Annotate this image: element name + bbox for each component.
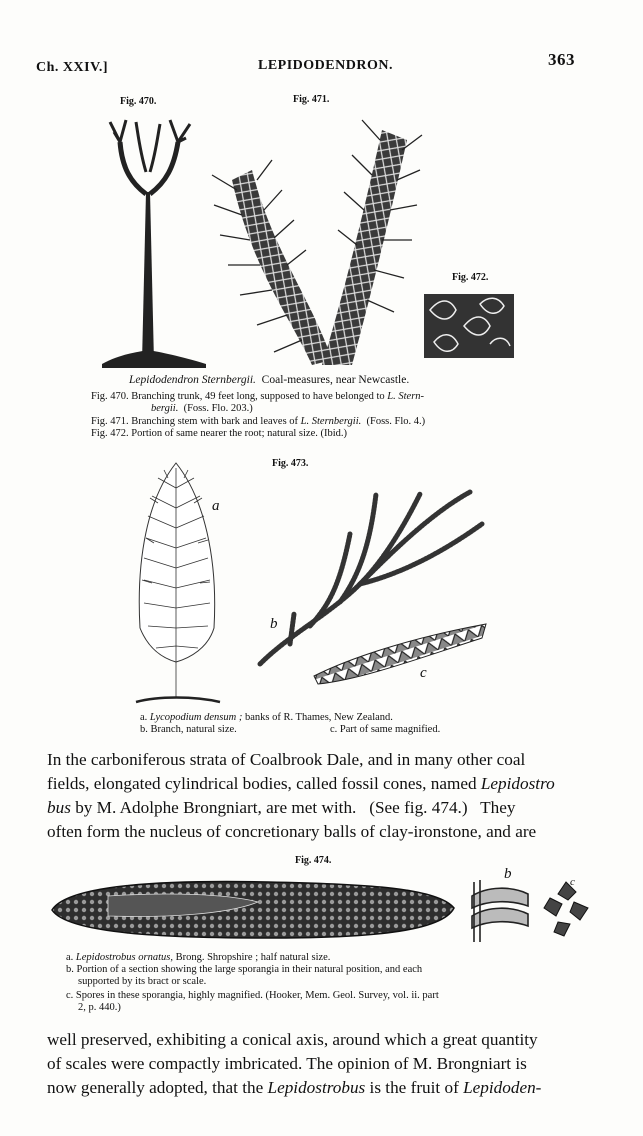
fig-473-lycopodium-plant-illustration <box>128 458 228 708</box>
caption-text: banks of R. Thames, New Zealand. <box>244 712 393 723</box>
caption-474-line-b: b. Portion of a section showing the large sporangia in their natural position, and each <box>66 964 423 975</box>
caption-text: a. <box>140 712 148 723</box>
fig-473-letter-a: a <box>212 498 220 514</box>
caption-470-line <box>91 390 424 403</box>
caption-474-line-b2: supported by its bract or scale. <box>78 976 207 987</box>
caption-text: Fig. 470. Branching trunk, 49 feet long, supposed to have belonged to <box>91 391 385 402</box>
fig-474-sporangia-section-illustration <box>468 876 532 946</box>
caption-474-line-c2: 2, p. 440.) <box>78 1002 121 1013</box>
fig-472-label: Fig. 472. <box>452 272 489 283</box>
caption-473-line-c: c. Part of same magnified. <box>330 724 441 735</box>
paragraph-1-line-2 <box>47 771 555 797</box>
fig-473-label: Fig. 473. <box>272 458 309 469</box>
fig-473-letter-b: b <box>270 616 278 632</box>
caption-text: Fig. 471. Branching stem with bark and leaves of <box>91 416 299 427</box>
caption-474-line-c: c. Spores in these sporangia, highly magnified. (Hooker, Mem. Geol. Survey, vol. ii. part <box>66 990 439 1001</box>
paragraph-2-line-1: well preserved, exhibiting a conical axis, around which a great quantity <box>47 1030 538 1049</box>
fig-474-spores-illustration <box>540 878 594 938</box>
fig-473-magnified-part-illustration <box>310 618 490 688</box>
species-name: Lycopodium densum ; <box>149 712 243 723</box>
fig-470-trunk-illustration <box>100 112 210 372</box>
page-number: 363 <box>548 50 575 69</box>
caption-text: (Foss. Flo. 4.) <box>366 416 426 427</box>
caption-text: Brong. Shropshire ; half natural size. <box>175 952 331 963</box>
paragraph-1-line-3 <box>47 795 515 821</box>
fig-474-label: Fig. 474. <box>295 855 332 866</box>
species-name: L. Stern- <box>387 391 425 402</box>
species-name: L. Sternbergii. <box>300 416 362 427</box>
caption-470-title <box>129 374 409 387</box>
fig-471-stem-illustration <box>212 120 422 370</box>
paragraph-1-line-1: In the carboniferous strata of Coalbrook Dale, and in many other coal <box>47 750 526 769</box>
caption-text: (Foss. Flo. 203.) <box>183 403 253 414</box>
species-name: Lepidostrobus <box>267 1078 366 1097</box>
species-name: bergii. <box>151 403 179 414</box>
fig-474-cone-illustration <box>48 874 458 946</box>
paragraph-2-line-3 <box>47 1075 541 1101</box>
chapter-label: Ch. XXIV.] <box>36 60 109 75</box>
species-name: bus <box>47 798 71 817</box>
body-text: by M. Adolphe Brongniart, are met with. (See fig. 474.) They <box>75 798 516 817</box>
species-name: Lepidostrobus ornatus, <box>75 952 173 963</box>
species-name: Lepidodendron Sternbergii. <box>129 374 256 386</box>
caption-472-line: Fig. 472. Portion of same nearer the root; natural size. (Ibid.) <box>91 428 348 439</box>
fig-471-label: Fig. 471. <box>293 94 330 105</box>
caption-text: a. <box>66 952 74 963</box>
paragraph-2-line-2: of scales were compactly imbricated. The opinion of M. Brongniart is <box>47 1054 527 1073</box>
body-text: now generally adopted, that the <box>47 1078 264 1097</box>
fig-474-letter-b: b <box>504 866 512 882</box>
body-text: is the fruit of <box>369 1078 459 1097</box>
fig-472-bark-illustration <box>420 290 520 362</box>
caption-473-line-b: b. Branch, natural size. <box>140 724 237 735</box>
body-text: fields, elongated cylindrical bodies, called fossil cones, named <box>47 774 477 793</box>
fig-470-label: Fig. 470. <box>120 96 157 107</box>
fig-473-letter-c: c <box>420 665 427 681</box>
running-title: LEPIDODENDRON. <box>258 58 393 73</box>
fig-474-letter-c: c <box>570 876 575 888</box>
caption-text: Coal-measures, near Newcastle. <box>261 374 410 386</box>
paragraph-1-line-4: often form the nucleus of concretionary balls of clay-ironstone, and are <box>47 822 537 841</box>
species-name: Lepidostro <box>480 774 555 793</box>
caption-470-line <box>151 402 253 415</box>
species-name: Lepidoden- <box>463 1078 542 1097</box>
